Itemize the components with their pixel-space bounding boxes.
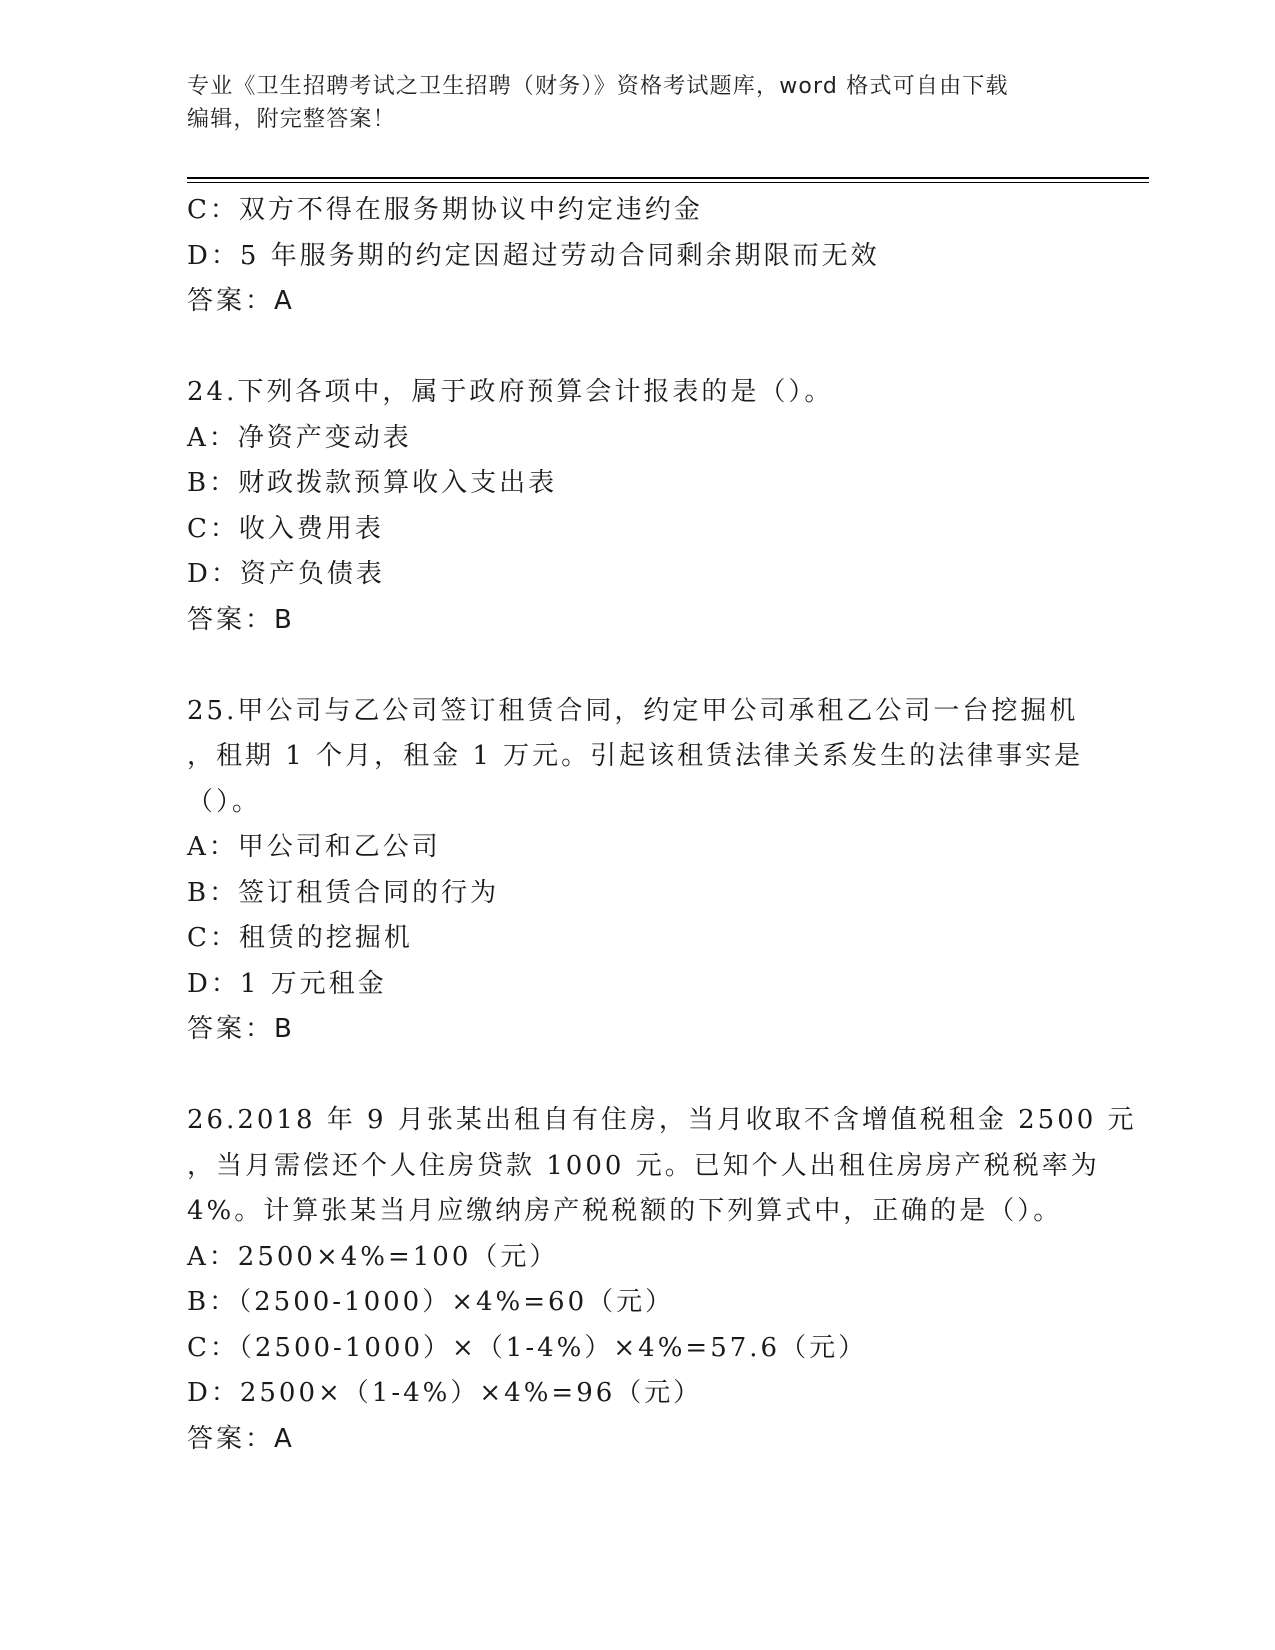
header-divider-thick <box>187 177 1149 179</box>
page-header <box>187 70 1087 136</box>
q25-option-a: A：甲公司和乙公司 <box>187 832 441 862</box>
q24-option-a: A：净资产变动表 <box>187 422 412 453</box>
q25-stem-line-1: 25.甲公司与乙公司签订租赁合同，约定甲公司承租乙公司一台挖掘机 <box>187 695 1079 726</box>
question-24 <box>187 370 1087 643</box>
q25-option-c: C：租赁的挖掘机 <box>187 923 413 953</box>
q26-answer: 答案：A <box>187 1423 295 1454</box>
q26-option-b: B：（2500-1000）×4%=60（元） <box>187 1287 675 1317</box>
q26-option-c: C：（2500-1000）×（1-4%）×4%=57.6（元） <box>187 1332 868 1363</box>
q23-option-c: C：双方不得在服务期协议中约定违约金 <box>187 195 703 225</box>
q25-stem-line-2: ，租期 1 个月，租金 1 万元。引起该租赁法律关系发生的法律事实是 <box>187 741 1084 771</box>
document-body <box>187 188 1137 1462</box>
spacer <box>187 1053 1087 1099</box>
q24-answer: 答案：B <box>187 604 295 635</box>
q23-option-d: D：5 年服务期的约定因超过劳动合同剩余期限而无效 <box>187 240 880 271</box>
q24-option-b: B：财政拨款预算收入支出表 <box>187 468 558 498</box>
q24-option-d: D：资产负债表 <box>187 559 385 589</box>
q24-stem: 24.下列各项中，属于政府预算会计报表的是（）。 <box>187 377 834 407</box>
q25-option-d: D：1 万元租金 <box>187 968 387 999</box>
header-line-2: 编辑，附完整答案！ <box>187 107 396 132</box>
q26-stem-line-2: ，当月需偿还个人住房贷款 1000 元。已知个人出租住房房产税税率为 <box>187 1150 1100 1181</box>
question-26 <box>187 1098 1137 1462</box>
q23-answer: 答案：A <box>187 286 295 316</box>
q25-stem-line-3: （）。 <box>187 786 262 817</box>
q26-option-d: D：2500×（1-4%）×4%=96（元） <box>187 1378 703 1408</box>
q26-stem-line-3: 4%。计算张某当月应缴纳房产税税额的下列算式中，正确的是（）。 <box>187 1196 1063 1226</box>
question-23 <box>187 188 1087 325</box>
header-divider-thin <box>187 182 1149 183</box>
spacer <box>187 325 1087 371</box>
header-line-1: 专业《卫生招聘考试之卫生招聘（财务）》资格考试题库，word 格式可自由下载 <box>187 74 1009 99</box>
spacer <box>187 643 1087 689</box>
q26-stem-line-1: 26.2018 年 9 月张某出租自有住房，当月收取不含增值税租金 2500 元 <box>187 1105 1137 1135</box>
question-25 <box>187 689 1087 1053</box>
q24-option-c: C：收入费用表 <box>187 513 384 544</box>
q25-option-b: B：签订租赁合同的行为 <box>187 877 500 908</box>
q25-answer: 答案：B <box>187 1014 295 1044</box>
q26-option-a: A：2500×4%=100（元） <box>187 1241 559 1272</box>
